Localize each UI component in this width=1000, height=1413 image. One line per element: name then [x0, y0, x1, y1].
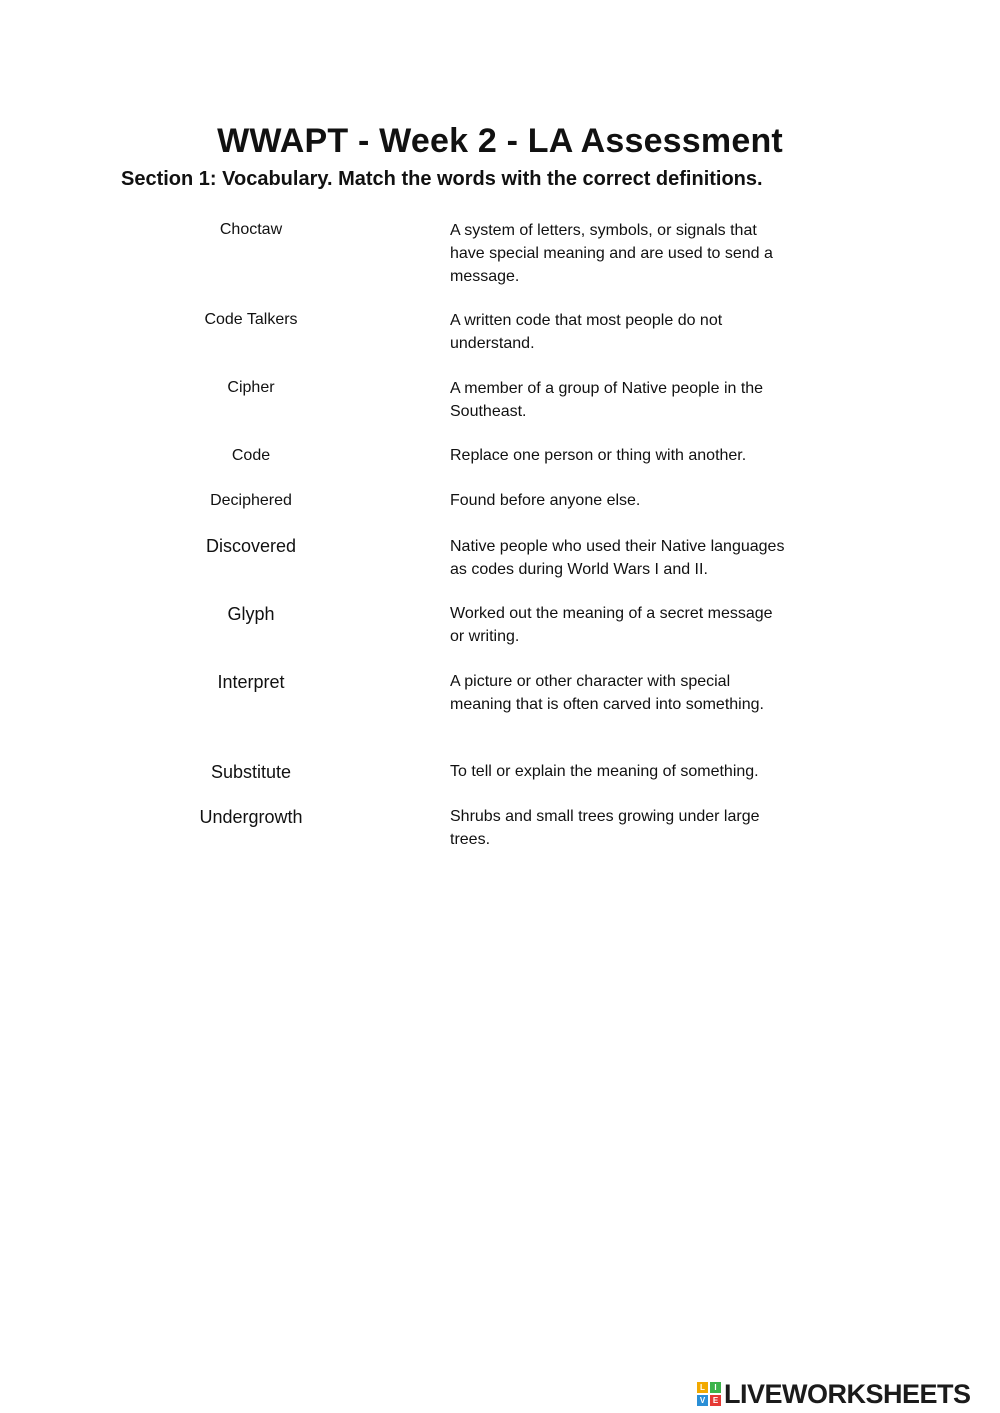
word-item: Glyph — [227, 604, 275, 624]
definition-item — [450, 309, 820, 355]
section-heading: Section 1: Vocabulary. Match the words with the correct definitions. — [121, 168, 763, 190]
word-item: Code — [231, 447, 271, 464]
definition-line: A picture or other character with special — [450, 673, 731, 690]
definition-line: Southeast. — [450, 403, 527, 420]
definition-item — [450, 670, 820, 716]
definition-item — [450, 602, 820, 648]
logo-mark-letter: I — [710, 1382, 721, 1393]
definition-line: have special meaning and are used to send a — [450, 245, 773, 262]
logo-text: LIVEWORKSHEETS — [724, 1378, 971, 1409]
definition-item — [450, 760, 820, 783]
word-item: Undergrowth — [199, 807, 303, 827]
definition-line: Worked out the meaning of a secret message — [450, 605, 773, 622]
definition-line: A system of letters, symbols, or signals that — [450, 222, 757, 239]
word-item: Choctaw — [219, 221, 283, 238]
definition-line: trees. — [450, 831, 491, 848]
definition-line: or writing. — [450, 628, 520, 645]
definition-item — [450, 444, 820, 467]
definition-item — [450, 805, 820, 851]
definition-line: Shrubs and small trees growing under large — [450, 808, 760, 825]
definition-line: as codes during World Wars I and II. — [450, 561, 708, 578]
definition-line: Native people who used their Native languages — [450, 538, 785, 555]
logo-mark-letter: V — [697, 1395, 708, 1406]
word-item: Interpret — [217, 672, 285, 692]
word-item: Code Talkers — [204, 311, 298, 328]
definition-item — [450, 535, 820, 581]
definition-line: A member of a group of Native people in the — [450, 380, 764, 397]
definition-line: To tell or explain the meaning of something. — [450, 763, 759, 780]
definition-item — [450, 219, 820, 288]
definition-line: message. — [450, 268, 520, 285]
definition-line: A written code that most people do not — [450, 312, 723, 329]
liveworksheets-logo — [697, 1378, 971, 1410]
definition-line: Found before anyone else. — [450, 492, 641, 509]
word-item: Deciphered — [210, 492, 292, 509]
logo-mark-letter: E — [710, 1395, 721, 1406]
logo-mark-letter: L — [697, 1382, 708, 1393]
definition-line: understand. — [450, 335, 535, 352]
word-item: Cipher — [227, 379, 275, 396]
logo-mark-icon — [697, 1382, 721, 1406]
definition-line: Replace one person or thing with another. — [450, 447, 747, 464]
definition-item — [450, 489, 820, 512]
word-item: Substitute — [210, 762, 292, 782]
definition-item — [450, 377, 820, 423]
definition-line: meaning that is often carved into something. — [450, 696, 764, 713]
page-title: WWAPT - Week 2 - LA Assessment — [217, 122, 783, 160]
word-item: Discovered — [205, 536, 297, 556]
